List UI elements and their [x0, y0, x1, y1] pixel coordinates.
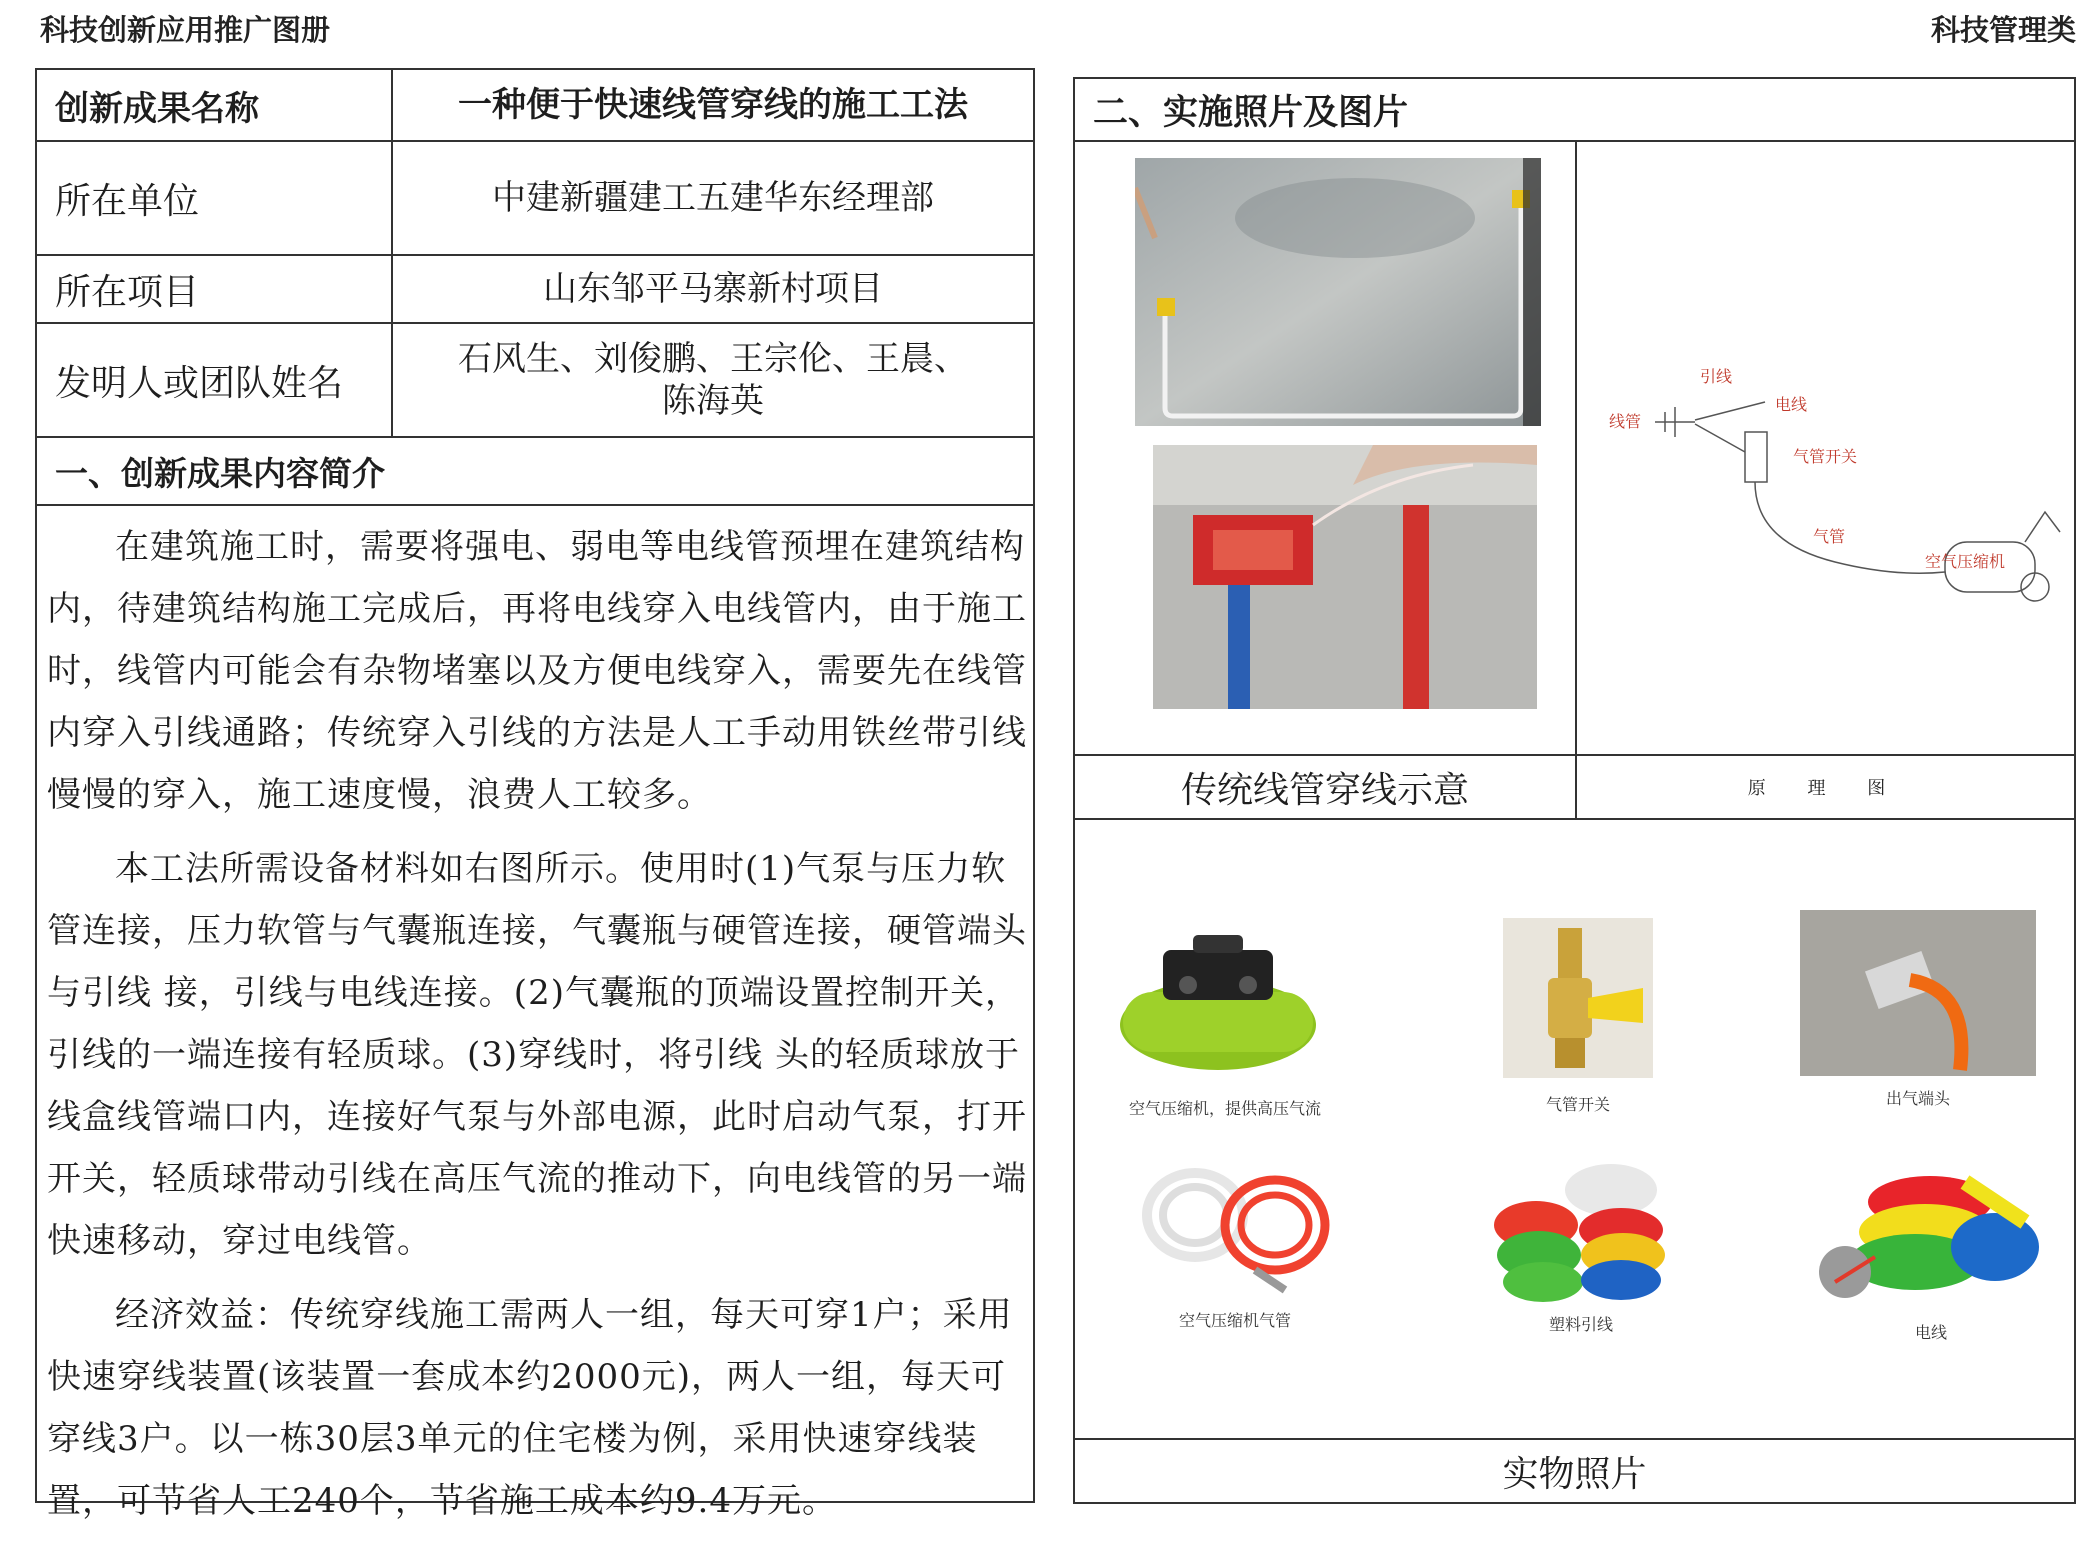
inventors-line-1: 石风生、刘俊鹏、王宗伦、王晨、: [458, 339, 968, 379]
value-unit: 中建新疆建工五建华东经理部: [492, 178, 934, 218]
row-unit: [37, 142, 1033, 256]
item-caption-plastic-line: 塑料引线: [1548, 1315, 1613, 1334]
intro-paragraph-2: 本工法所需设备材料如右图所示。使用时(1)气泵与压力软管连接，压力软管与气囊瓶连接，气囊瓶与硬管连接，硬管端头与引线 接，引线与电线连接。(2)气囊瓶的顶端设置控制开关，引线的一端连接有轻质球。(3)穿线时，将引线 头的轻质球放于线盒线管端口内，连接好气泵与外部电源，此时启动气泵，打开开关，轻质球带动引线在高压气流的推动下，向电线管的另一端快速移动，穿过电线管。: [47, 849, 1027, 1261]
value-project: 山东邹平马寨新村项目: [543, 269, 883, 309]
item-photo-nozzle: [1800, 910, 2036, 1076]
section1-title: 一、创新成果内容简介: [55, 453, 385, 493]
label-project: 所在项目: [37, 256, 393, 322]
item-caption-hose: 空气压缩机气管: [1178, 1311, 1291, 1330]
item-caption-nozzle: 出气端头: [1885, 1089, 1950, 1108]
left-info-table: [35, 68, 1035, 1521]
plastic-line-image: [1491, 1150, 1671, 1306]
materials-grid: [1075, 820, 2074, 1440]
valve-image: [1503, 918, 1653, 1078]
diagram-label-xianguan: 线管: [1609, 412, 1642, 431]
item-caption-compressor: 空气压缩机，提供高压气流: [1128, 1099, 1321, 1118]
right-table-divider: [1575, 142, 1577, 820]
compressor-image: [1113, 930, 1323, 1080]
header-category-right: 科技管理类: [1930, 13, 2076, 47]
intro-paragraph-3: 经济效益：传统穿线施工需两人一组，每天可穿1户；采用快速穿线装置(该装置一套成本约2000元)，两人一组，每天可穿线3户。以一栋30层3单元的住宅楼为例，采用快速穿线装置，可节省人工240个，节省施工成本约9.4万元。: [47, 1295, 1013, 1521]
row-inventors: [37, 324, 1033, 438]
right-photo-table: [1073, 77, 2076, 1504]
hose-image: [1135, 1160, 1335, 1300]
photo-conduit-wall: [1135, 158, 1541, 426]
header-title-left: 科技创新应用推广图册: [40, 13, 331, 47]
section2-title: 二、实施照片及图片: [1075, 79, 2074, 142]
photo-conduit-brick: [1153, 445, 1537, 709]
captions-row: [1075, 756, 2074, 820]
label-unit: 所在单位: [37, 142, 393, 254]
row-achievement-name: [37, 70, 1033, 142]
row-section1-heading: [37, 438, 1033, 506]
item-photo-compressor: [1113, 930, 1323, 1080]
row-project: [37, 256, 1033, 324]
item-photo-hose: [1135, 1160, 1335, 1300]
value-achievement-name: 一种便于快速线管穿线的施工工法: [458, 85, 968, 125]
item-caption-valve: 气管开关: [1545, 1095, 1610, 1114]
item-photo-plastic-line: [1491, 1150, 1671, 1306]
wire-image: [1815, 1162, 2047, 1312]
photo-conduit-wall-image: [1135, 158, 1541, 426]
diagram-label-qiguan-kaiguan: 气管开关: [1793, 447, 1858, 466]
item-caption-wire: 电线: [1914, 1323, 1947, 1342]
value-inventors: [393, 324, 1033, 436]
photo-conduit-brick-image: [1153, 445, 1537, 709]
item-photo-wire: [1815, 1162, 2047, 1312]
principle-diagram: [1595, 342, 2065, 622]
diagram-label-kongqi-yasuoji: 空气压缩机: [1925, 552, 2006, 571]
intro-paragraph-1: 在建筑施工时，需要将强电、弱电等电线管预埋在建筑结构内，待建筑结构施工完成后，再将电线穿入电线管内，由于施工时，线管内可能会有杂物堵塞以及方便电线穿入，需要先在线管内穿入引线通路；传统穿入引线的方法是人工手动用铁丝带引线慢慢的穿入，施工速度慢，浪费人工较多。: [47, 527, 1027, 815]
caption-traditional: 传统线管穿线示意: [1180, 769, 1469, 811]
diagram-label-yinxian: 引线: [1700, 367, 1733, 386]
nozzle-image: [1800, 910, 2036, 1076]
label-achievement-name: 创新成果名称: [37, 70, 393, 140]
diagram-label-qiguan: 气管: [1813, 527, 1846, 546]
item-photo-valve: [1503, 918, 1653, 1078]
caption-diagram: 原 理 图: [1747, 778, 1904, 799]
inventors-line-2: 陈海英: [662, 381, 764, 421]
intro-text: [47, 516, 1031, 1544]
principle-diagram-drawing: [1595, 342, 2065, 622]
caption-real-photos: 实物照片: [1502, 1453, 1647, 1495]
label-inventors: 发明人或团队姓名: [37, 324, 393, 436]
diagram-label-dianxian: 电线: [1775, 395, 1808, 414]
